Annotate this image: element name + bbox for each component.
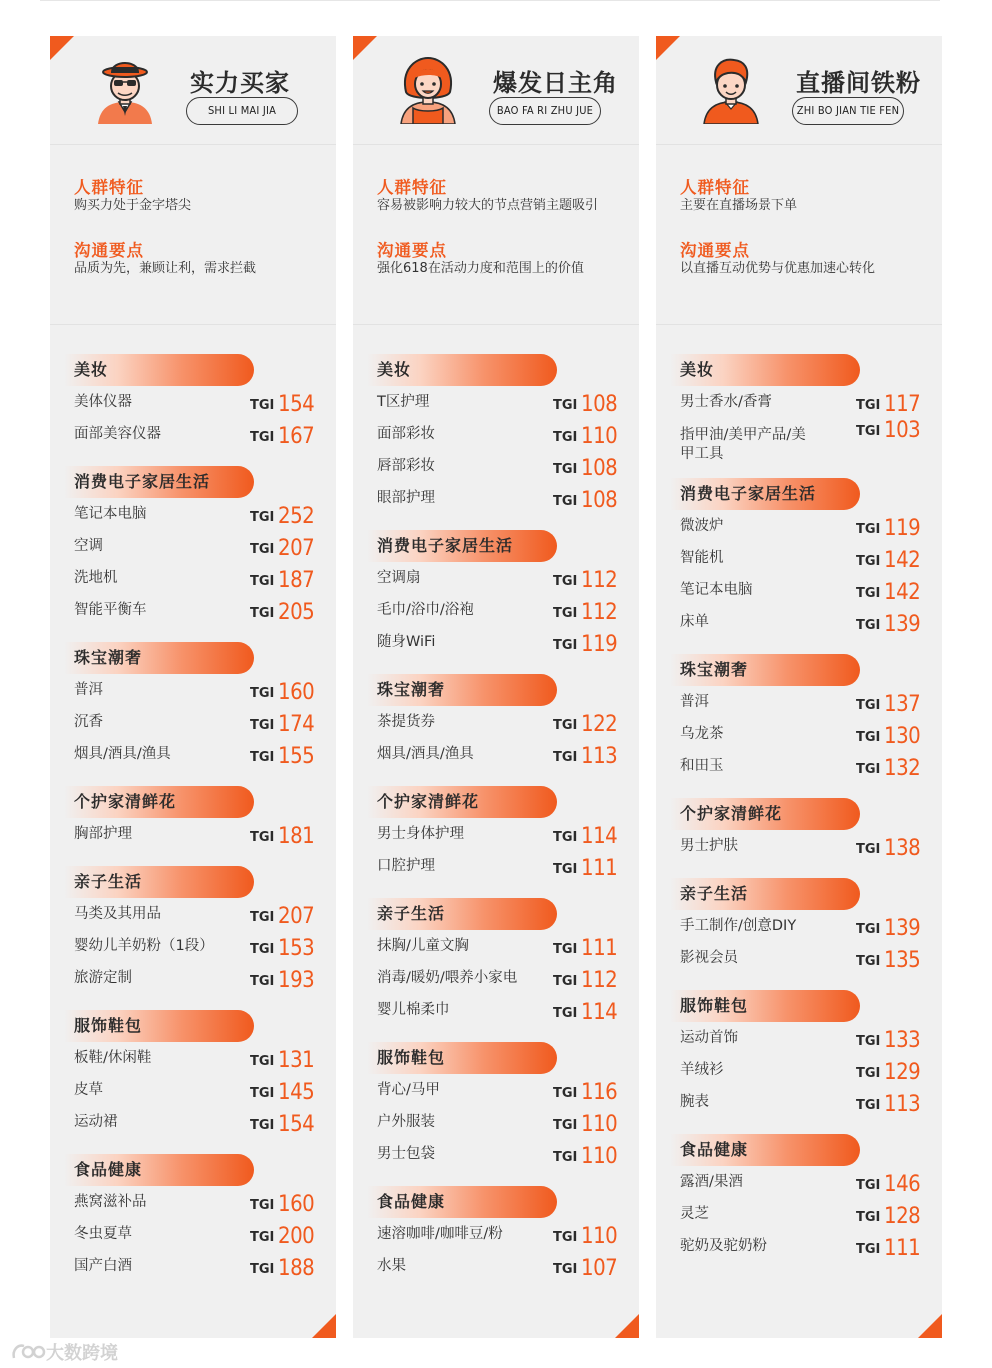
list-item [74, 678, 324, 705]
tgi-label: TGI [553, 638, 578, 653]
persona-header [353, 36, 639, 144]
item-name: 板鞋/休闲鞋 [74, 1050, 152, 1066]
list-item [680, 914, 930, 941]
item-name: 抹胸/儿童文胸 [377, 938, 469, 954]
tgi-value: 146 [884, 1172, 921, 1197]
tgi-label: TGI [553, 1230, 578, 1245]
tgi-label: TGI [856, 762, 881, 777]
tgi-label: TGI [250, 750, 275, 765]
item-name: 消毒/暖奶/喂养小家电 [377, 970, 518, 986]
communication-text: 以直播互动优势与优惠加速心转化 [680, 261, 876, 276]
list-item [680, 1058, 930, 1085]
corner-triangle-bottom [312, 1314, 336, 1338]
category-header: 服饰鞋包 [367, 1042, 557, 1074]
category-header: 亲子生活 [64, 866, 254, 898]
communication-text: 品质为先，兼顾让利，需求拦截 [74, 261, 257, 276]
tgi-value: 113 [884, 1092, 921, 1117]
list-item [377, 566, 627, 593]
item-name: 男士护肤 [680, 838, 738, 854]
tgi-value: 130 [884, 724, 921, 749]
divider [656, 144, 942, 145]
item-name: 微波炉 [680, 518, 724, 534]
list-item [74, 566, 324, 593]
tgi-value: 205 [278, 600, 315, 625]
item-name: 笔记本电脑 [74, 506, 147, 522]
tgi-value: 110 [581, 424, 618, 449]
tgi-label: TGI [250, 606, 275, 621]
item-name: 灵芝 [680, 1206, 709, 1222]
list-item [74, 1222, 324, 1249]
item-name: 唇部彩妆 [377, 458, 435, 474]
tgi-value: 154 [278, 1112, 315, 1137]
tgi-label: TGI [553, 1150, 578, 1165]
tgi-label: TGI [856, 1034, 881, 1049]
category-header: 珠宝潮奢 [367, 674, 557, 706]
item-name: 婴儿棉柔巾 [377, 1002, 450, 1018]
list-item [377, 934, 627, 961]
tgi-value: 154 [278, 392, 315, 417]
corner-triangle-bottom [918, 1314, 942, 1338]
tgi-label: TGI [250, 942, 275, 957]
list-item [74, 1046, 324, 1073]
tgi-label: TGI [856, 1242, 881, 1257]
tgi-value: 137 [884, 692, 921, 717]
communication-heading: 沟通要点 [680, 241, 750, 260]
tgi-label: TGI [856, 424, 881, 439]
traits-heading: 人群特征 [680, 178, 750, 197]
list-item [74, 966, 324, 993]
persona-traits [74, 174, 330, 300]
tgi-label: TGI [553, 750, 578, 765]
list-item [680, 546, 930, 573]
tgi-label: TGI [856, 554, 881, 569]
tgi-label: TGI [250, 542, 275, 557]
list-item [680, 1202, 930, 1229]
tgi-value: 108 [581, 456, 618, 481]
item-name: 婴幼儿羊奶粉（1段） [74, 938, 214, 954]
list-item [74, 422, 324, 449]
list-item [377, 998, 627, 1025]
tgi-value: 111 [581, 856, 618, 881]
tgi-label: TGI [553, 494, 578, 509]
tgi-label: TGI [553, 974, 578, 989]
tgi-value: 139 [884, 612, 921, 637]
tgi-label: TGI [856, 698, 881, 713]
item-name: 影视会员 [680, 950, 738, 966]
tgi-label: TGI [553, 1086, 578, 1101]
tgi-label: TGI [250, 686, 275, 701]
list-item [74, 934, 324, 961]
tgi-label: TGI [856, 522, 881, 537]
tgi-value: 155 [278, 744, 315, 769]
item-name: 国产白酒 [74, 1258, 132, 1274]
tgi-value: 111 [581, 936, 618, 961]
item-name: 口腔护理 [377, 858, 435, 874]
list-item [377, 1142, 627, 1169]
tgi-value: 119 [581, 632, 618, 657]
item-name: 手工制作/创意DIY [680, 918, 797, 934]
item-name: 面部彩妆 [377, 426, 435, 442]
tgi-value: 207 [278, 904, 315, 929]
item-name: 普洱 [74, 682, 103, 698]
tgi-label: TGI [856, 1098, 881, 1113]
tgi-value: 122 [581, 712, 618, 737]
tgi-label: TGI [553, 462, 578, 477]
item-name: 空调 [74, 538, 103, 554]
tgi-label: TGI [250, 910, 275, 925]
item-name: 眼部护理 [377, 490, 435, 506]
list-item [680, 1170, 930, 1197]
divider [353, 324, 639, 325]
item-name: 沉香 [74, 714, 103, 730]
list-item [680, 1234, 930, 1261]
list-item [377, 630, 627, 657]
item-name: 旅游定制 [74, 970, 132, 986]
category-header: 个护家清鲜花 [367, 786, 557, 818]
tgi-label: TGI [553, 398, 578, 413]
category-header: 亲子生活 [367, 898, 557, 930]
divider [656, 324, 942, 325]
tgi-label: TGI [553, 606, 578, 621]
persona-card-burst-day [353, 36, 639, 1338]
list-item [74, 742, 324, 769]
item-name: 笔记本电脑 [680, 582, 753, 598]
tgi-value: 145 [278, 1080, 315, 1105]
category-header: 服饰鞋包 [670, 990, 860, 1022]
list-item [680, 754, 930, 781]
item-name: 男士包袋 [377, 1146, 435, 1162]
tgi-label: TGI [250, 1198, 275, 1213]
tgi-label: TGI [553, 942, 578, 957]
list-item [377, 390, 627, 417]
persona-title: 直播间铁粉 [796, 69, 921, 97]
divider [50, 324, 336, 325]
tgi-label: TGI [553, 830, 578, 845]
list-item [377, 742, 627, 769]
tgi-value: 188 [278, 1256, 315, 1281]
tgi-value: 160 [278, 680, 315, 705]
item-name: 面部美容仪器 [74, 426, 161, 442]
tgi-label: TGI [250, 574, 275, 589]
list-item [74, 502, 324, 529]
persona-pinyin-pill: BAO FA RI ZHU JUE [489, 97, 601, 125]
tgi-value: 142 [884, 548, 921, 573]
tgi-value: 160 [278, 1192, 315, 1217]
tgi-value: 113 [581, 744, 618, 769]
tgi-label: TGI [553, 862, 578, 877]
item-name: 胸部护理 [74, 826, 132, 842]
list-item [680, 1090, 930, 1117]
category-header: 珠宝潮奢 [670, 654, 860, 686]
tgi-value: 174 [278, 712, 315, 737]
tgi-value: 114 [581, 824, 618, 849]
communication-heading: 沟通要点 [377, 241, 447, 260]
item-name: 烟具/酒具/渔具 [74, 746, 171, 762]
list-item [377, 422, 627, 449]
list-item [74, 1190, 324, 1217]
list-item [377, 854, 627, 881]
traits-text: 主要在直播场景下单 [680, 198, 798, 213]
tgi-value: 252 [278, 504, 315, 529]
persona-header [656, 36, 942, 144]
list-item [377, 598, 627, 625]
item-name: 驼奶及驼奶粉 [680, 1238, 767, 1254]
item-name: 燕窝滋补品 [74, 1194, 147, 1210]
persona-header [50, 36, 336, 144]
item-name: 运动裙 [74, 1114, 118, 1130]
traits-text: 容易被影响力较大的节点营销主题吸引 [377, 198, 599, 213]
tgi-value: 153 [278, 936, 315, 961]
man-avatar-icon [698, 56, 764, 124]
list-item [680, 1026, 930, 1053]
logo-icon [10, 1340, 46, 1364]
tgi-value: 133 [884, 1028, 921, 1053]
tgi-value: 110 [581, 1224, 618, 1249]
item-name: 背心/马甲 [377, 1082, 440, 1098]
tgi-value: 110 [581, 1112, 618, 1137]
tgi-label: TGI [250, 1262, 275, 1277]
list-item [377, 1078, 627, 1105]
item-name: 乌龙茶 [680, 726, 724, 742]
list-item [377, 822, 627, 849]
list-item [74, 390, 324, 417]
list-item [680, 690, 930, 717]
tgi-value: 117 [884, 392, 921, 417]
watermark-text: 大数跨境 [46, 1343, 118, 1364]
tgi-label: TGI [250, 1054, 275, 1069]
tgi-label: TGI [250, 718, 275, 733]
item-name: 水果 [377, 1258, 406, 1274]
category-header: 个护家清鲜花 [64, 786, 254, 818]
item-name: 和田玉 [680, 758, 724, 774]
tgi-value: 139 [884, 916, 921, 941]
list-item [680, 514, 930, 541]
traits-text: 购买力处于金字塔尖 [74, 198, 192, 213]
list-item [74, 902, 324, 929]
tgi-value: 207 [278, 536, 315, 561]
tgi-label: TGI [856, 586, 881, 601]
item-name: 运动首饰 [680, 1030, 738, 1046]
list-item [680, 722, 930, 749]
persona-card-livestream-fan [656, 36, 942, 1338]
tgi-value: 114 [581, 1000, 618, 1025]
list-item [377, 1110, 627, 1137]
tgi-label: TGI [553, 718, 578, 733]
category-header: 美妆 [367, 354, 557, 386]
tgi-label: TGI [553, 574, 578, 589]
persona-traits [377, 174, 633, 300]
item-name: 冬虫夏草 [74, 1226, 132, 1242]
persona-title: 实力买家 [190, 69, 290, 97]
category-header: 美妆 [670, 354, 860, 386]
communication-text: 强化618在活动力度和范围上的价值 [377, 261, 584, 276]
tgi-label: TGI [250, 830, 275, 845]
category-header: 消费电子家居生活 [64, 466, 254, 498]
list-item [74, 1078, 324, 1105]
woman-avatar-icon [395, 56, 461, 124]
tgi-label: TGI [250, 510, 275, 525]
item-name: 马类及其用品 [74, 906, 161, 922]
tgi-label: TGI [250, 974, 275, 989]
corner-triangle-bottom [615, 1314, 639, 1338]
tgi-label: TGI [250, 430, 275, 445]
communication-heading: 沟通要点 [74, 241, 144, 260]
traits-heading: 人群特征 [377, 178, 447, 197]
tgi-value: 119 [884, 516, 921, 541]
item-name: 指甲油/美甲产品/美甲工具 [680, 427, 806, 462]
category-header: 服饰鞋包 [64, 1010, 254, 1042]
list-item [680, 390, 930, 417]
item-name: 户外服装 [377, 1114, 435, 1130]
divider [50, 144, 336, 145]
tgi-label: TGI [553, 430, 578, 445]
list-item [74, 1110, 324, 1137]
tgi-value: 131 [278, 1048, 315, 1073]
tgi-value: 108 [581, 488, 618, 513]
item-name: 腕表 [680, 1094, 709, 1110]
traits-heading: 人群特征 [74, 178, 144, 197]
tgi-label: TGI [856, 842, 881, 857]
item-name: 烟具/酒具/渔具 [377, 746, 474, 762]
list-item [377, 1222, 627, 1249]
tgi-value: 200 [278, 1224, 315, 1249]
tgi-value: 181 [278, 824, 315, 849]
category-header: 个护家清鲜花 [670, 798, 860, 830]
tgi-label: TGI [856, 922, 881, 937]
tgi-label: TGI [856, 1178, 881, 1193]
divider [353, 144, 639, 145]
persona-title: 爆发日主角 [493, 69, 618, 97]
tgi-value: 135 [884, 948, 921, 973]
category-header: 珠宝潮奢 [64, 642, 254, 674]
tgi-value: 103 [884, 418, 921, 443]
category-header: 食品健康 [64, 1154, 254, 1186]
category-header: 亲子生活 [670, 878, 860, 910]
list-item [680, 610, 930, 637]
item-name: 羊绒衫 [680, 1062, 724, 1078]
tgi-value: 132 [884, 756, 921, 781]
persona-card-buyer [50, 36, 336, 1338]
tgi-value: 116 [581, 1080, 618, 1105]
tgi-value: 111 [884, 1236, 921, 1261]
category-header: 食品健康 [670, 1134, 860, 1166]
item-name: 床单 [680, 614, 709, 630]
item-name: 速溶咖啡/咖啡豆/粉 [377, 1226, 503, 1242]
tgi-label: TGI [856, 1210, 881, 1225]
tgi-label: TGI [856, 618, 881, 633]
persona-pinyin-pill: SHI LI MAI JIA [186, 97, 298, 125]
tgi-value: 112 [581, 968, 618, 993]
tgi-label: TGI [856, 398, 881, 413]
top-divider [40, 0, 940, 1]
tgi-label: TGI [856, 1066, 881, 1081]
list-item [377, 1254, 627, 1281]
list-item [377, 454, 627, 481]
tgi-label: TGI [856, 730, 881, 745]
item-name: 茶提货券 [377, 714, 435, 730]
item-name: 男士香水/香膏 [680, 394, 772, 410]
tgi-label: TGI [553, 1118, 578, 1133]
tgi-label: TGI [553, 1006, 578, 1021]
category-header: 消费电子家居生活 [670, 478, 860, 510]
tgi-value: 142 [884, 580, 921, 605]
item-name: T区护理 [377, 394, 430, 410]
tgi-value: 129 [884, 1060, 921, 1085]
item-name: 美体仪器 [74, 394, 132, 410]
tgi-label: TGI [250, 1230, 275, 1245]
detective-avatar-icon [92, 56, 158, 124]
tgi-value: 167 [278, 424, 315, 449]
list-item [680, 578, 930, 605]
item-name: 男士身体护理 [377, 826, 464, 842]
item-name: 智能机 [680, 550, 724, 566]
tgi-label: TGI [856, 954, 881, 969]
tgi-value: 110 [581, 1144, 618, 1169]
list-item [74, 598, 324, 625]
tgi-value: 107 [581, 1256, 618, 1281]
list-item [377, 966, 627, 993]
list-item [680, 834, 930, 861]
item-name: 普洱 [680, 694, 709, 710]
tgi-value: 112 [581, 600, 618, 625]
list-item [74, 710, 324, 737]
category-header: 消费电子家居生活 [367, 530, 557, 562]
tgi-value: 187 [278, 568, 315, 593]
tgi-value: 193 [278, 968, 315, 993]
list-item [680, 946, 930, 973]
list-item [74, 534, 324, 561]
tgi-value: 108 [581, 392, 618, 417]
item-name: 洗地机 [74, 570, 118, 586]
persona-pinyin-pill: ZHI BO JIAN TIE FEN [792, 97, 904, 125]
watermark [10, 1339, 118, 1365]
list-item [377, 710, 627, 737]
item-name: 毛巾/浴巾/浴袍 [377, 602, 474, 618]
category-header: 食品健康 [367, 1186, 557, 1218]
tgi-value: 112 [581, 568, 618, 593]
tgi-label: TGI [553, 1262, 578, 1277]
list-item [680, 418, 930, 462]
tgi-label: TGI [250, 398, 275, 413]
persona-traits [680, 174, 936, 300]
list-item [74, 1254, 324, 1281]
item-name: 露酒/果酒 [680, 1174, 743, 1190]
tgi-label: TGI [250, 1118, 275, 1133]
item-name: 随身WiFi [377, 634, 436, 650]
tgi-value: 128 [884, 1204, 921, 1229]
tgi-value: 138 [884, 836, 921, 861]
list-item [377, 486, 627, 513]
item-name: 空调扇 [377, 570, 421, 586]
tgi-label: TGI [250, 1086, 275, 1101]
category-header: 美妆 [64, 354, 254, 386]
list-item [74, 822, 324, 849]
item-name: 皮草 [74, 1082, 103, 1098]
item-name: 智能平衡车 [74, 602, 147, 618]
